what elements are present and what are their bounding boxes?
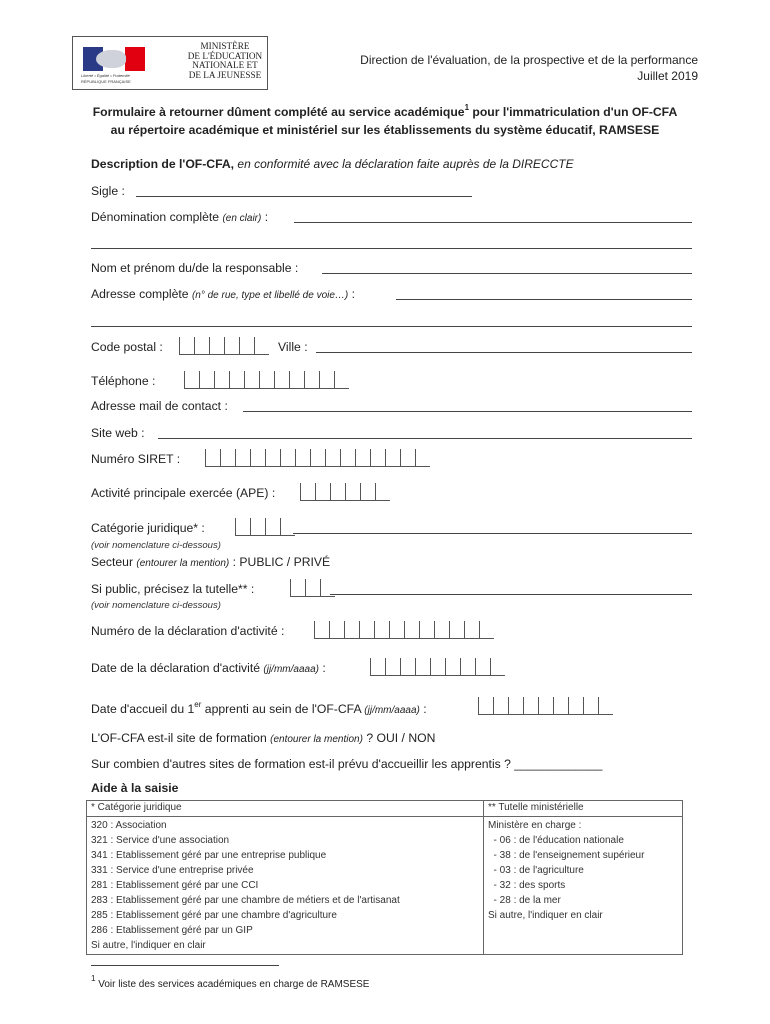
ape-label: Activité principale exercée (APE) :	[91, 486, 276, 500]
categorie-field[interactable]	[293, 533, 692, 534]
categorie-boxes[interactable]	[235, 518, 295, 536]
logo-republic: RÉPUBLIQUE FRANÇAISE	[81, 79, 131, 84]
list-item: 341 : Etablissement géré par une entreprise publique	[91, 850, 327, 861]
list-item: Si autre, l'indiquer en clair	[488, 910, 603, 921]
site-formation-label: L'OF-CFA est-il site de formation (entourer la mention) ? OUI / NON	[91, 731, 436, 745]
autres-sites-label: Sur combien d'autres sites de formation est-il prévu d'accueillir les apprentis ? _____________	[91, 757, 603, 771]
code-postal-label: Code postal :	[91, 340, 163, 354]
ministry-logo	[72, 36, 268, 90]
list-item: Si autre, l'indiquer en clair	[91, 940, 206, 951]
list-item: - 28 : de la mer	[488, 895, 561, 906]
date-accueil-boxes[interactable]	[478, 697, 613, 715]
tutelle-boxes[interactable]	[290, 579, 335, 597]
telephone-boxes[interactable]	[184, 371, 349, 389]
form-title-line1: Formulaire à retourner dûment complété au service académique$^1$ pour l'immatriculation d'un OF-CFA	[92, 103, 678, 119]
list-item: 320 : Association	[91, 820, 167, 831]
tutelle-note: (voir nomenclature ci-dessous)	[91, 600, 221, 611]
tutelles-list	[484, 817, 683, 955]
list-item: Ministère en charge :	[488, 820, 582, 831]
ville-label: Ville :	[278, 340, 308, 354]
code-postal-boxes[interactable]	[179, 337, 269, 355]
footnote: $^1$ Voir liste des services académiques en charge de RAMSESE	[91, 974, 370, 990]
form-title-line2: au répertoire académique et ministériel sur les établissements du système éducatif, RAMSESE	[110, 123, 660, 137]
adresse-field[interactable]	[396, 299, 692, 300]
sigle-field[interactable]	[136, 196, 472, 197]
list-item: - 06 : de l'éducation nationale	[488, 835, 624, 846]
categorie-note: (voir nomenclature ci-dessous)	[91, 540, 221, 551]
ville-field[interactable]	[316, 352, 692, 353]
denomination-field-line2[interactable]	[91, 248, 692, 249]
site-web-field[interactable]	[158, 438, 692, 439]
num-declaration-boxes[interactable]	[314, 621, 494, 639]
mail-label: Adresse mail de contact :	[91, 399, 228, 413]
list-item: - 38 : de l'enseignement supérieur	[488, 850, 645, 861]
sigle-label: Sigle :	[91, 184, 125, 198]
siret-label: Numéro SIRET :	[91, 452, 181, 466]
logo-motto: Liberté • Égalité • Fraternité	[81, 73, 130, 78]
denomination-field[interactable]	[294, 222, 692, 223]
list-item: 286 : Etablissement géré par un GIP	[91, 925, 253, 936]
list-item: 281 : Etablissement géré par une CCI	[91, 880, 259, 891]
ape-boxes[interactable]	[300, 483, 390, 501]
header-date: Juillet 2019	[637, 69, 698, 83]
marianne-flag-icon	[83, 47, 145, 71]
header-direction: Direction de l'évaluation, de la prospective et de la performance	[360, 53, 698, 67]
site-web-label: Site web :	[91, 426, 145, 440]
aide-col1-header: * Catégorie juridique	[87, 801, 484, 817]
footnote-ref: 1	[464, 103, 470, 112]
aide-col2-header: ** Tutelle ministérielle	[484, 801, 683, 817]
date-declaration-label: Date de la déclaration d'activité (jj/mm/aaaa) :	[91, 661, 326, 675]
adresse-field-line2[interactable]	[91, 326, 692, 327]
secteur-label: Secteur (entourer la mention) : PUBLIC / PRIVÉ	[91, 555, 331, 569]
aide-title: Aide à la saisie	[91, 781, 179, 795]
tutelle-field[interactable]	[330, 594, 692, 595]
footnote-separator	[91, 965, 279, 966]
date-accueil-label: Date d'accueil du 1er apprenti au sein de l'OF-CFA (jj/mm/aaaa) :	[91, 700, 427, 716]
mail-field[interactable]	[243, 411, 692, 412]
list-item: 331 : Service d'une entreprise privée	[91, 865, 254, 876]
responsable-field[interactable]	[322, 273, 692, 274]
responsable-label: Nom et prénom du/de la responsable :	[91, 261, 299, 275]
logo-ministry-name: MINISTÈRE DE L'ÉDUCATION NATIONALE ET DE LA JEUNESSE	[187, 41, 263, 80]
telephone-label: Téléphone :	[91, 374, 156, 388]
list-item: - 32 : des sports	[488, 880, 566, 891]
adresse-label: Adresse complète (n° de rue, type et libellé de voie…) :	[91, 287, 356, 301]
list-item: 321 : Service d'une association	[91, 835, 230, 846]
date-declaration-boxes[interactable]	[370, 658, 505, 676]
section-title: Description de l'OF-CFA, en conformité avec la déclaration faite auprès de la DIRECCTE	[91, 157, 574, 171]
denomination-label: Dénomination complète (en clair) :	[91, 210, 269, 224]
categories-list	[87, 817, 484, 955]
num-declaration-label: Numéro de la déclaration d'activité :	[91, 624, 285, 638]
list-item: 283 : Etablissement géré par une chambre de métiers et de l'artisanat	[91, 895, 400, 906]
tutelle-label: Si public, précisez la tutelle** :	[91, 582, 255, 596]
categorie-label: Catégorie juridique* :	[91, 521, 205, 535]
siret-boxes[interactable]	[205, 449, 430, 467]
aide-table	[86, 800, 683, 955]
list-item: - 03 : de l'agriculture	[488, 865, 584, 876]
list-item: 285 : Etablissement géré par une chambre d'agriculture	[91, 910, 337, 921]
